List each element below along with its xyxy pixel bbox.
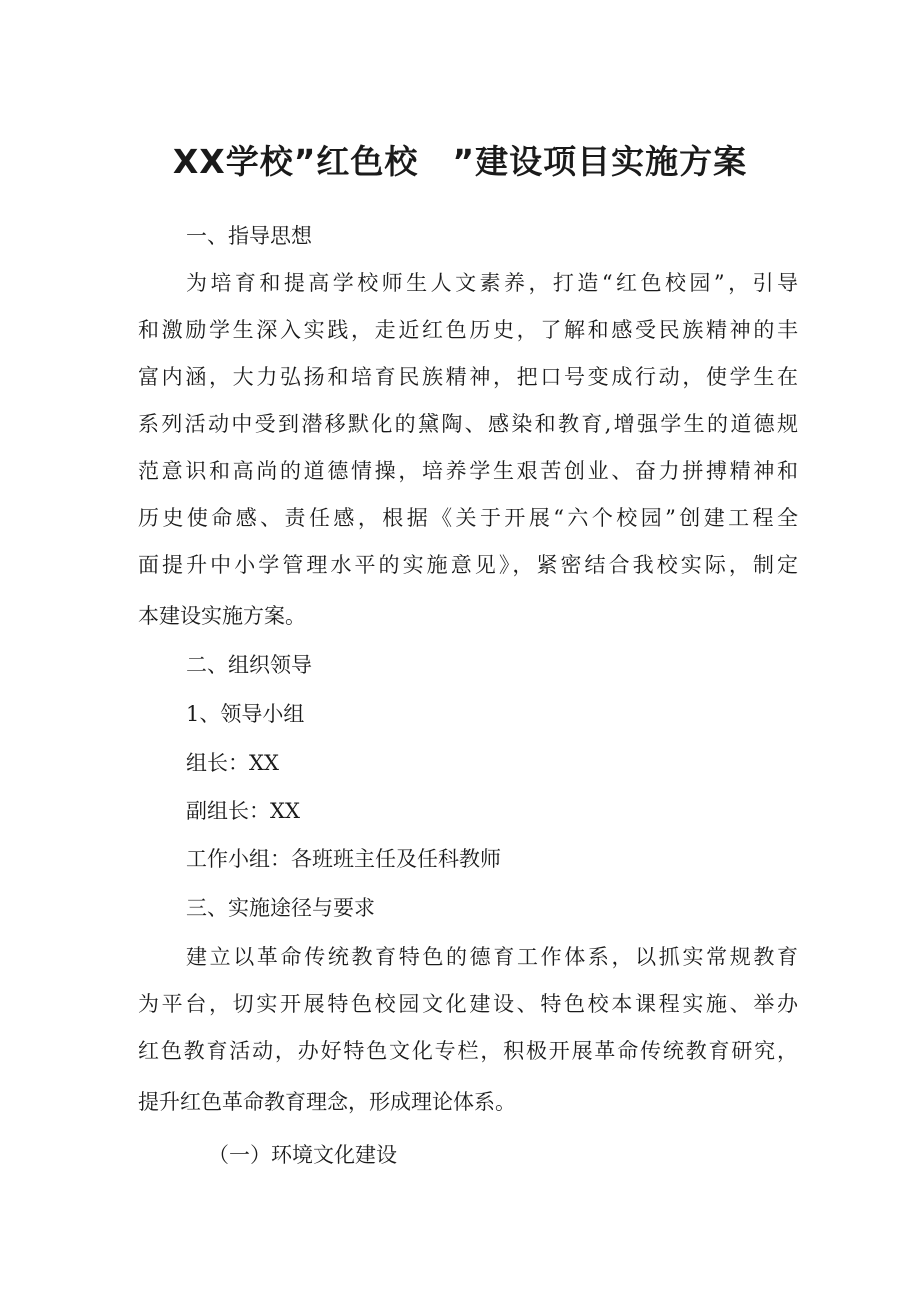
paragraph-line: 红色教育活动，办好特色文化专栏，积极开展革命传统教育研究， — [138, 1039, 798, 1063]
paragraph-line: 历史使命感、责任感，根据《关于开展“六个校园”创建工程全 — [138, 506, 798, 530]
paragraph-line: 提升红色革命教育理念，形成理论体系。 — [138, 1090, 516, 1114]
paragraph-line: 本建设实施方案。 — [138, 604, 306, 628]
paragraph-line: 建立以革命传统教育特色的德育工作体系，以抓实常规教育 — [186, 945, 798, 969]
paragraph-line: 系列活动中受到潜移默化的黛陶、感染和教育,增强学生的道德规 — [138, 412, 798, 436]
section-heading-guiding-ideology: 一、指导思想 — [186, 224, 312, 248]
leader-line: 组长：XX — [186, 751, 279, 775]
paragraph-line: 面提升中小学管理水平的实施意见》，紧密结合我校实际，制定 — [138, 553, 798, 577]
paragraph-line: 为平台，切实开展特色校园文化建设、特色校本课程实施、举办 — [138, 992, 798, 1016]
paragraph-line: 为培育和提高学校师生人文素养，打造“红色校园”，引导 — [186, 271, 798, 295]
document-title: XX学校”红色校 ”建设项目实施方案 — [172, 142, 748, 181]
subsection-leading-group: 1、领导小组 — [186, 702, 305, 726]
section-heading-implementation: 三、实施途径与要求 — [186, 896, 375, 920]
paragraph-line: 富内涵，大力弘扬和培育民族精神，把口号变成行动，使学生在 — [138, 365, 798, 389]
section-heading-organization: 二、组织领导 — [186, 653, 312, 677]
paragraph-line: 和激励学生深入实践，走近红色历史，了解和感受民族精神的丰 — [138, 318, 798, 342]
deputy-leader-line: 副组长：XX — [186, 799, 300, 823]
paragraph-line: 范意识和高尚的道德情操，培养学生艰苦创业、奋力拼搏精神和 — [138, 459, 798, 483]
subsection-environment-culture: （一）环境文化建设 — [208, 1143, 397, 1167]
work-group-line: 工作小组：各班班主任及任科教师 — [186, 847, 501, 871]
